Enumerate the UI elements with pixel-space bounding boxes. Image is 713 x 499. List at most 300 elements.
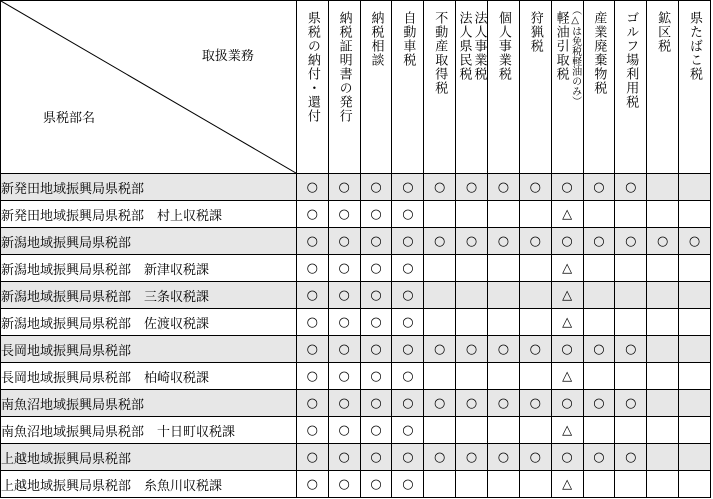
service-mark-cell — [647, 309, 679, 336]
circle-mark: ○ — [370, 179, 382, 195]
office-name-cell: 上越地域振興局県税部 糸魚川収税課 — [1, 471, 297, 498]
service-mark-cell — [519, 471, 551, 498]
service-mark-cell — [679, 336, 711, 363]
service-mark-cell — [328, 417, 360, 444]
circle-mark: ○ — [465, 233, 478, 249]
table-row — [1, 336, 711, 363]
service-mark-cell — [424, 444, 456, 471]
service-mark-cell — [328, 471, 360, 498]
diagonal-divider-line — [1, 1, 296, 173]
service-mark-cell — [296, 201, 328, 228]
service-mark-cell — [456, 363, 488, 390]
circle-mark: ○ — [370, 233, 382, 249]
service-mark-cell — [551, 390, 583, 417]
table-row — [1, 174, 711, 201]
service-mark-cell — [679, 174, 711, 201]
column-header-3 — [392, 1, 424, 174]
table-row — [1, 282, 711, 309]
service-mark-cell — [519, 417, 551, 444]
service-mark-cell — [360, 336, 392, 363]
service-mark-cell — [456, 444, 488, 471]
service-mark-cell — [360, 309, 392, 336]
service-mark-cell — [615, 255, 647, 282]
column-header-0 — [296, 1, 328, 174]
service-mark-cell — [615, 309, 647, 336]
circle-mark: ○ — [370, 476, 382, 492]
circle-mark: ○ — [561, 341, 573, 357]
circle-mark: ○ — [497, 341, 510, 357]
service-mark-cell — [487, 255, 519, 282]
service-mark-cell — [679, 363, 711, 390]
service-mark-cell — [424, 390, 456, 417]
circle-mark: ○ — [434, 449, 446, 465]
service-mark-cell — [360, 471, 392, 498]
circle-mark: ○ — [338, 233, 350, 249]
service-mark-cell — [487, 390, 519, 417]
office-name-cell: 新潟地域振興局県税部 佐渡収税課 — [1, 309, 297, 336]
circle-mark: ○ — [338, 260, 350, 276]
service-mark-cell — [551, 471, 583, 498]
column-header-label: 産業廃棄物税 — [591, 11, 607, 95]
circle-mark: ○ — [402, 233, 414, 249]
service-mark-cell — [583, 228, 615, 255]
service-mark-cell — [551, 336, 583, 363]
triangle-mark: △ — [562, 206, 573, 222]
circle-mark: ○ — [593, 449, 605, 465]
service-mark-cell — [487, 201, 519, 228]
circle-mark: ○ — [593, 233, 605, 249]
circle-mark: ○ — [338, 341, 350, 357]
circle-mark: ○ — [529, 179, 541, 195]
service-mark-cell — [328, 336, 360, 363]
triangle-mark: △ — [562, 287, 573, 303]
office-name-cell: 新潟地域振興局県税部 三条収税課 — [1, 282, 297, 309]
service-mark-cell — [583, 309, 615, 336]
circle-mark: ○ — [402, 449, 414, 465]
table-row — [1, 309, 711, 336]
service-mark-cell — [487, 228, 519, 255]
circle-mark: ○ — [402, 476, 414, 492]
service-mark-cell — [647, 336, 679, 363]
circle-mark: ○ — [625, 179, 637, 195]
service-mark-cell — [360, 174, 392, 201]
service-mark-cell — [296, 282, 328, 309]
circle-mark: ○ — [306, 476, 318, 492]
service-mark-cell — [679, 255, 711, 282]
circle-mark: ○ — [370, 287, 382, 303]
triangle-mark: △ — [562, 422, 573, 438]
service-mark-cell — [647, 201, 679, 228]
table-row — [1, 417, 711, 444]
service-mark-cell — [487, 282, 519, 309]
table-row — [1, 444, 711, 471]
circle-mark: ○ — [338, 449, 350, 465]
service-mark-cell — [679, 471, 711, 498]
service-mark-cell — [519, 282, 551, 309]
circle-mark: ○ — [370, 206, 382, 222]
service-mark-cell — [456, 228, 488, 255]
circle-mark: ○ — [306, 233, 318, 249]
service-mark-cell — [519, 363, 551, 390]
office-name-cell: 上越地域振興局県税部 — [1, 444, 297, 471]
service-mark-cell — [392, 390, 424, 417]
table-row — [1, 363, 711, 390]
service-mark-cell — [615, 363, 647, 390]
circle-mark: ○ — [497, 179, 510, 195]
service-mark-cell — [615, 201, 647, 228]
circle-mark: ○ — [529, 395, 541, 411]
circle-mark: ○ — [529, 341, 541, 357]
circle-mark: ○ — [529, 449, 541, 465]
column-header-6 — [487, 1, 519, 174]
column-header-label: 納税証明書の発行 — [336, 11, 352, 123]
circle-mark: ○ — [370, 314, 382, 330]
column-header-label: ゴルフ場利用税 — [623, 11, 639, 109]
service-mark-cell — [360, 444, 392, 471]
column-header-11 — [647, 1, 679, 174]
column-header-9 — [583, 1, 615, 174]
service-mark-cell — [296, 363, 328, 390]
column-header-label: 狩猟税 — [527, 11, 543, 53]
circle-mark: ○ — [306, 449, 318, 465]
corner-header-cell — [1, 1, 297, 174]
column-header-8 — [551, 1, 583, 174]
service-mark-cell — [296, 255, 328, 282]
circle-mark: ○ — [306, 179, 318, 195]
circle-mark: ○ — [306, 287, 318, 303]
circle-mark: ○ — [561, 233, 573, 249]
service-mark-cell — [615, 471, 647, 498]
service-mark-cell — [360, 363, 392, 390]
service-mark-cell — [328, 282, 360, 309]
circle-mark: ○ — [306, 368, 318, 384]
column-header-label: 自動車税 — [400, 11, 416, 67]
circle-mark: ○ — [402, 368, 414, 384]
service-mark-cell — [487, 174, 519, 201]
service-mark-cell — [583, 336, 615, 363]
service-mark-cell — [583, 255, 615, 282]
service-mark-cell — [487, 444, 519, 471]
circle-mark: ○ — [465, 341, 478, 357]
service-mark-cell — [296, 390, 328, 417]
service-mark-cell — [328, 363, 360, 390]
circle-mark: ○ — [402, 422, 414, 438]
service-mark-cell — [519, 309, 551, 336]
service-mark-cell — [487, 471, 519, 498]
service-mark-cell — [583, 201, 615, 228]
circle-mark: ○ — [370, 368, 382, 384]
service-mark-cell — [456, 174, 488, 201]
service-mark-cell — [392, 363, 424, 390]
service-mark-cell — [424, 417, 456, 444]
triangle-mark: △ — [562, 476, 573, 492]
service-mark-cell — [647, 417, 679, 444]
service-mark-cell — [296, 336, 328, 363]
circle-mark: ○ — [465, 449, 478, 465]
service-mark-cell — [296, 471, 328, 498]
service-mark-cell — [296, 174, 328, 201]
circle-mark: ○ — [370, 260, 382, 276]
circle-mark: ○ — [434, 395, 446, 411]
service-mark-cell — [583, 363, 615, 390]
service-mark-cell — [424, 174, 456, 201]
service-mark-cell — [679, 201, 711, 228]
circle-mark: ○ — [434, 341, 446, 357]
service-mark-cell — [551, 444, 583, 471]
service-mark-cell — [424, 471, 456, 498]
service-mark-cell — [456, 201, 488, 228]
table-row — [1, 201, 711, 228]
service-mark-cell — [424, 282, 456, 309]
column-header-2 — [360, 1, 392, 174]
service-mark-cell — [296, 417, 328, 444]
service-mark-cell — [392, 228, 424, 255]
circle-mark: ○ — [625, 233, 637, 249]
service-mark-cell — [360, 282, 392, 309]
service-mark-cell — [456, 417, 488, 444]
circle-mark: ○ — [402, 287, 414, 303]
circle-mark: ○ — [529, 233, 541, 249]
office-name-cell: 長岡地域振興局県税部 — [1, 336, 297, 363]
office-axis-label: 県税部名 — [43, 111, 96, 126]
circle-mark: ○ — [402, 341, 414, 357]
service-mark-cell — [583, 282, 615, 309]
service-mark-cell — [615, 228, 647, 255]
service-mark-cell — [360, 255, 392, 282]
service-mark-cell — [360, 417, 392, 444]
service-mark-cell — [615, 174, 647, 201]
circle-mark: ○ — [370, 395, 382, 411]
circle-mark: ○ — [561, 179, 573, 195]
service-mark-cell — [519, 201, 551, 228]
circle-mark: ○ — [402, 260, 414, 276]
service-mark-cell — [615, 390, 647, 417]
service-mark-cell — [679, 228, 711, 255]
service-mark-cell — [456, 309, 488, 336]
service-mark-cell — [583, 471, 615, 498]
office-name-cell: 南魚沼地域振興局県税部 — [1, 390, 297, 417]
service-mark-cell — [519, 255, 551, 282]
circle-mark: ○ — [593, 341, 605, 357]
service-mark-cell — [424, 336, 456, 363]
service-mark-cell — [296, 309, 328, 336]
column-header-12 — [679, 1, 711, 174]
service-mark-cell — [296, 444, 328, 471]
circle-mark: ○ — [593, 179, 605, 195]
column-header-label: 県たばこ税 — [687, 11, 703, 81]
service-mark-cell — [519, 444, 551, 471]
circle-mark: ○ — [402, 395, 414, 411]
circle-mark: ○ — [688, 233, 701, 249]
circle-mark: ○ — [561, 395, 573, 411]
circle-mark: ○ — [656, 233, 669, 249]
service-mark-cell — [647, 471, 679, 498]
header-row — [1, 1, 711, 174]
circle-mark: ○ — [338, 422, 350, 438]
circle-mark: ○ — [402, 206, 414, 222]
service-mark-cell — [456, 255, 488, 282]
service-mark-cell — [551, 255, 583, 282]
column-header-label: 不動産取得税 — [432, 11, 448, 95]
triangle-mark: △ — [562, 368, 573, 384]
office-name-cell: 長岡地域振興局県税部 柏崎収税課 — [1, 363, 297, 390]
service-mark-cell — [456, 471, 488, 498]
service-mark-cell — [392, 255, 424, 282]
service-mark-cell — [679, 417, 711, 444]
circle-mark: ○ — [625, 449, 637, 465]
service-mark-cell — [519, 174, 551, 201]
service-mark-cell — [583, 174, 615, 201]
circle-mark: ○ — [434, 179, 446, 195]
service-mark-cell — [551, 417, 583, 444]
service-mark-cell — [615, 336, 647, 363]
office-name-cell: 南魚沼地域振興局県税部 十日町収税課 — [1, 417, 297, 444]
service-mark-cell — [392, 282, 424, 309]
service-mark-cell — [392, 444, 424, 471]
service-mark-cell — [551, 174, 583, 201]
service-mark-cell — [424, 201, 456, 228]
column-header-7 — [519, 1, 551, 174]
service-mark-cell — [647, 174, 679, 201]
service-mark-cell — [583, 444, 615, 471]
service-mark-cell — [328, 255, 360, 282]
service-mark-cell — [615, 282, 647, 309]
circle-mark: ○ — [338, 206, 350, 222]
circle-mark: ○ — [306, 260, 318, 276]
circle-mark: ○ — [593, 395, 605, 411]
service-mark-cell — [424, 309, 456, 336]
service-mark-cell — [487, 336, 519, 363]
service-mark-cell — [519, 228, 551, 255]
service-mark-cell — [392, 471, 424, 498]
triangle-mark: △ — [562, 314, 573, 330]
column-header-10 — [615, 1, 647, 174]
column-header-note: （△は免税軽油のみ） — [569, 5, 581, 106]
column-header-1 — [328, 1, 360, 174]
service-mark-cell — [456, 336, 488, 363]
circle-mark: ○ — [561, 449, 573, 465]
service-mark-cell — [392, 174, 424, 201]
column-header-label: 個人事業税 — [495, 11, 511, 81]
circle-mark: ○ — [625, 395, 637, 411]
service-mark-cell — [583, 390, 615, 417]
service-mark-cell — [679, 390, 711, 417]
circle-mark: ○ — [370, 341, 382, 357]
column-header-label: 納税相談 — [368, 11, 384, 67]
service-mark-cell — [679, 309, 711, 336]
service-mark-cell — [392, 309, 424, 336]
circle-mark: ○ — [338, 395, 350, 411]
circle-mark: ○ — [402, 314, 414, 330]
circle-mark: ○ — [306, 341, 318, 357]
service-mark-cell — [487, 363, 519, 390]
service-mark-cell — [551, 201, 583, 228]
office-name-cell: 新潟地域振興局県税部 — [1, 228, 297, 255]
service-mark-cell — [647, 444, 679, 471]
circle-mark: ○ — [465, 395, 478, 411]
service-mark-cell — [328, 201, 360, 228]
triangle-mark: △ — [562, 260, 573, 276]
circle-mark: ○ — [497, 395, 510, 411]
service-mark-cell — [392, 336, 424, 363]
service-mark-cell — [551, 282, 583, 309]
service-mark-cell — [647, 228, 679, 255]
table-row — [1, 255, 711, 282]
circle-mark: ○ — [338, 476, 350, 492]
circle-mark: ○ — [338, 368, 350, 384]
service-mark-cell — [328, 228, 360, 255]
service-mark-cell — [328, 390, 360, 417]
service-mark-cell — [647, 282, 679, 309]
circle-mark: ○ — [338, 314, 350, 330]
service-mark-cell — [392, 417, 424, 444]
service-axis-label: 取扱業務 — [201, 49, 254, 64]
service-mark-cell — [679, 282, 711, 309]
column-header-5 — [456, 1, 488, 174]
circle-mark: ○ — [465, 179, 478, 195]
service-mark-cell — [456, 282, 488, 309]
service-mark-cell — [679, 444, 711, 471]
service-mark-cell — [360, 201, 392, 228]
column-header-label: 法人事業税 法人県民税 — [456, 11, 487, 81]
column-header-label: 鉱区税 — [655, 11, 671, 53]
service-mark-cell — [328, 309, 360, 336]
service-mark-cell — [551, 309, 583, 336]
service-mark-cell — [424, 363, 456, 390]
service-mark-cell — [487, 417, 519, 444]
service-mark-cell — [519, 336, 551, 363]
service-mark-cell — [487, 309, 519, 336]
service-mark-cell — [296, 228, 328, 255]
service-mark-cell — [328, 174, 360, 201]
service-mark-cell — [551, 363, 583, 390]
circle-mark: ○ — [497, 233, 510, 249]
circle-mark: ○ — [370, 422, 382, 438]
service-mark-cell — [615, 417, 647, 444]
column-header-label: 軽油引取税 — [553, 11, 569, 81]
service-mark-cell — [360, 390, 392, 417]
circle-mark: ○ — [306, 395, 318, 411]
circle-mark: ○ — [306, 314, 318, 330]
service-mark-cell — [424, 255, 456, 282]
service-mark-cell — [615, 444, 647, 471]
service-mark-cell — [647, 363, 679, 390]
service-mark-cell — [647, 255, 679, 282]
table-row — [1, 471, 711, 498]
service-mark-cell — [583, 417, 615, 444]
circle-mark: ○ — [306, 422, 318, 438]
circle-mark: ○ — [402, 179, 414, 195]
circle-mark: ○ — [497, 449, 510, 465]
office-name-cell: 新発田地域振興局県税部 村上収税課 — [1, 201, 297, 228]
service-mark-cell — [392, 201, 424, 228]
service-mark-cell — [551, 228, 583, 255]
circle-mark: ○ — [338, 179, 350, 195]
circle-mark: ○ — [306, 206, 318, 222]
circle-mark: ○ — [625, 341, 637, 357]
service-mark-cell — [328, 444, 360, 471]
circle-mark: ○ — [338, 287, 350, 303]
column-header-label: 県税の納付・還付 — [304, 11, 320, 123]
service-mark-cell — [647, 390, 679, 417]
service-mark-cell — [424, 228, 456, 255]
office-name-cell: 新発田地域振興局県税部 — [1, 174, 297, 201]
table-row — [1, 390, 711, 417]
column-header-4 — [424, 1, 456, 174]
table-row — [1, 228, 711, 255]
service-mark-cell — [456, 390, 488, 417]
service-mark-cell — [360, 228, 392, 255]
